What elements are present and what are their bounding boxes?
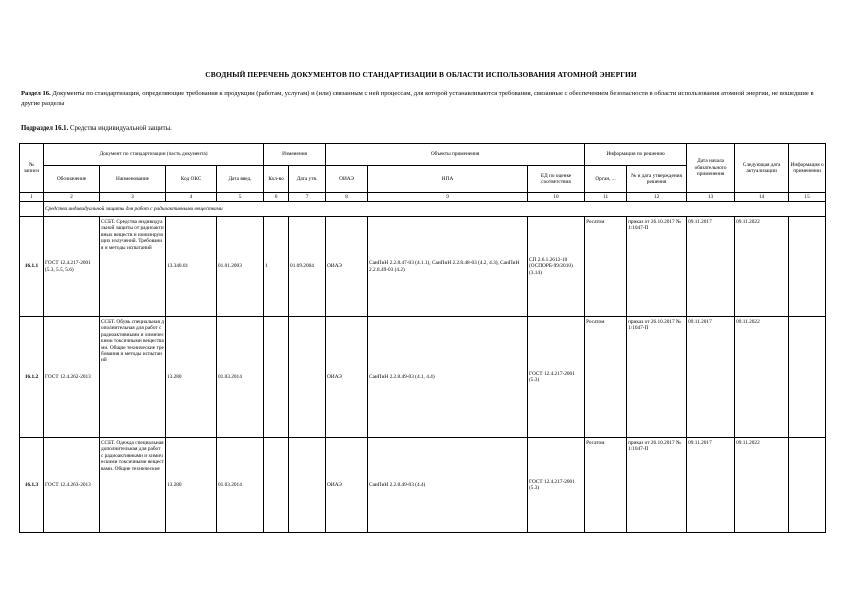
column-number: 6 xyxy=(264,193,289,202)
header-objects-group: Объекты применения xyxy=(326,144,585,166)
cell-designation: ГОСТ 12.4.217-2001 (5.3, 5.5, 5.6) xyxy=(44,217,100,317)
column-number: 13 xyxy=(687,193,735,202)
cell-inclusion-date: 09.11.2017 xyxy=(687,438,735,533)
cell-ed: ГОСТ 12.4.217-2001 (5.3) xyxy=(528,438,585,533)
column-number: 7 xyxy=(289,193,326,202)
cell-intro-date: 01.03.2014 xyxy=(217,317,264,438)
standards-table xyxy=(19,143,826,533)
header-order: № и дата утверждения решения xyxy=(627,166,687,193)
cell-oiae: ОИАЭ xyxy=(326,217,368,317)
header-changes-group: Изменения xyxy=(264,144,326,166)
cell-approver: Росатом xyxy=(585,217,627,317)
cell-oiae: ОИАЭ xyxy=(326,317,368,438)
cell-inclusion-date: 09.11.2017 xyxy=(687,317,735,438)
header-info-apply: Информация о применении xyxy=(789,144,826,193)
cell-num: 16.1.1 xyxy=(20,217,44,317)
cell-ed: ГОСТ 12.4.217-2001 (5.3) xyxy=(528,317,585,438)
table-row xyxy=(20,217,826,317)
section-label: Раздел 16. xyxy=(21,90,51,97)
cell-num: 16.1.2 xyxy=(20,317,44,438)
cell-oks: 13.340.01 xyxy=(166,217,217,317)
document-title: СВОДНЫЙ ПЕРЕЧЕНЬ ДОКУМЕНТОВ ПО СТАНДАРТИЗАЦИИ В ОБЛАСТИ ИСПОЛЬЗОВАНИЯ АТОМНОЙ ЭНЕРГИИ xyxy=(205,70,637,79)
column-number: 8 xyxy=(326,193,368,202)
cell-order: приказ от 26.10.2017 № 1/1047-П xyxy=(627,317,687,438)
table-row xyxy=(20,438,826,533)
cell-inclusion-date: 09.11.2017 xyxy=(687,217,735,317)
column-number: 12 xyxy=(627,193,687,202)
column-number: 5 xyxy=(217,193,264,202)
cell-name xyxy=(100,438,166,533)
subsection-label: Подраздел 16.1. xyxy=(21,125,69,132)
header-inclusion-date: Дата начала обязательного применения xyxy=(687,144,735,193)
cell-npa: СанПиН 2.2.8.49-03 (4.4) xyxy=(368,438,528,533)
header-name: Наименование xyxy=(100,166,166,193)
cell-npa: СанПиН 2.2.8.49-03 (4.1, 4.4) xyxy=(368,317,528,438)
cell-approver: Росатом xyxy=(585,438,627,533)
cell-info-apply xyxy=(789,438,826,533)
cell-name-text: ССБТ. Средства индивидуальной защиты от радиоактивных веществ и ионизирующих излучений. Требования и методы испытаний xyxy=(101,219,164,251)
cell-order: приказ от 26.10.2017 № 1/1047-П xyxy=(627,217,687,317)
section-heading xyxy=(21,89,826,109)
header-changes-count: Кол-во xyxy=(264,166,289,193)
header-doc-group: Документ по стандартизации (часть документа) xyxy=(44,144,264,166)
group-spacer xyxy=(20,202,44,217)
cell-approval-date xyxy=(289,317,326,438)
cell-approval-date: 01.09.2004 xyxy=(289,217,326,317)
group-title: Средства индивидуальной защиты для работ с радиоактивными веществами xyxy=(44,202,826,217)
subsection-text: Средства индивидуальной защиты. xyxy=(69,125,172,132)
header-review-date: Следующая дата актуализации xyxy=(735,144,789,193)
cell-name xyxy=(100,217,166,317)
cell-oks: 13.280 xyxy=(166,317,217,438)
cell-order: приказ от 26.10.2017 № 1/1047-П xyxy=(627,438,687,533)
column-number: 2 xyxy=(44,193,100,202)
cell-oiae: ОИАЭ xyxy=(326,438,368,533)
column-number: 10 xyxy=(528,193,585,202)
cell-designation: ГОСТ 12.4.262-2013 xyxy=(44,317,100,438)
header-oiae: ОИАЭ xyxy=(326,166,368,193)
cell-approval-date xyxy=(289,438,326,533)
header-oks: Код ОКС xyxy=(166,166,217,193)
cell-intro-date: 01.01.2003 xyxy=(217,217,264,317)
header-approver: Орган, ... xyxy=(585,166,627,193)
column-number: 9 xyxy=(368,193,528,202)
cell-review-date: 09.11.2022 xyxy=(735,438,789,533)
cell-changes-count xyxy=(264,317,289,438)
column-number: 4 xyxy=(166,193,217,202)
cell-review-date: 09.11.2022 xyxy=(735,317,789,438)
header-ed: ЕД по оценке соответствия xyxy=(528,166,585,193)
table-row xyxy=(20,317,826,438)
column-number: 1 xyxy=(20,193,44,202)
cell-changes-count xyxy=(264,438,289,533)
column-number-row xyxy=(20,193,826,202)
header-num: № записи xyxy=(20,144,44,193)
cell-info-apply xyxy=(789,317,826,438)
cell-name xyxy=(100,317,166,438)
cell-oks: 13.280 xyxy=(166,438,217,533)
column-number: 11 xyxy=(585,193,627,202)
cell-approver: Росатом xyxy=(585,317,627,438)
column-number: 3 xyxy=(100,193,166,202)
section-text: Документы по стандартизации, определяющие требования к продукции (работам, услугам) и (или) связанным с ней процессам, для которой устанавливаются требования, связанные с обеспечением безопасности в области использования атомной энергии, не вошедшие в другие разделы xyxy=(21,90,814,107)
column-number: 14 xyxy=(735,193,789,202)
cell-changes-count: 1 xyxy=(264,217,289,317)
header-npa: НПА xyxy=(368,166,528,193)
cell-ed: СП 2.6.1.2612-10 (ОСПОРБ-99/2010) (3.14) xyxy=(528,217,585,317)
cell-intro-date: 01.03.2014 xyxy=(217,438,264,533)
header-designation: Обозначение xyxy=(44,166,100,193)
header-info-group: Информация по решению xyxy=(585,144,687,166)
cell-info-apply xyxy=(789,217,826,317)
cell-npa: СанПиН 2.2.8.47-03 (4.1.1), СанПиН 2.2.8.48-03 (4.2, 4.3), СанПиН 2.2.8.49-03 (4.2) xyxy=(368,217,528,317)
cell-num: 16.1.3 xyxy=(20,438,44,533)
header-approval-date: Дата утв. xyxy=(289,166,326,193)
cell-name-text: ССБТ. Одежда специальная дополнительная для работ с радиоактивными и химическими токсичными веществами. Общие технические xyxy=(101,440,164,472)
cell-designation: ГОСТ 12.4.263-2013 xyxy=(44,438,100,533)
header-intro-date: Дата введ. xyxy=(217,166,264,193)
cell-review-date: 09.11.2022 xyxy=(735,217,789,317)
cell-name-text: ССБТ. Обувь специальная дополнительная для работ с радиоактивными и химическими токсичными веществами. Общие технические требования и методы испытаний xyxy=(101,319,164,364)
column-number: 15 xyxy=(789,193,826,202)
group-row xyxy=(20,202,826,217)
subsection-heading xyxy=(21,125,172,132)
